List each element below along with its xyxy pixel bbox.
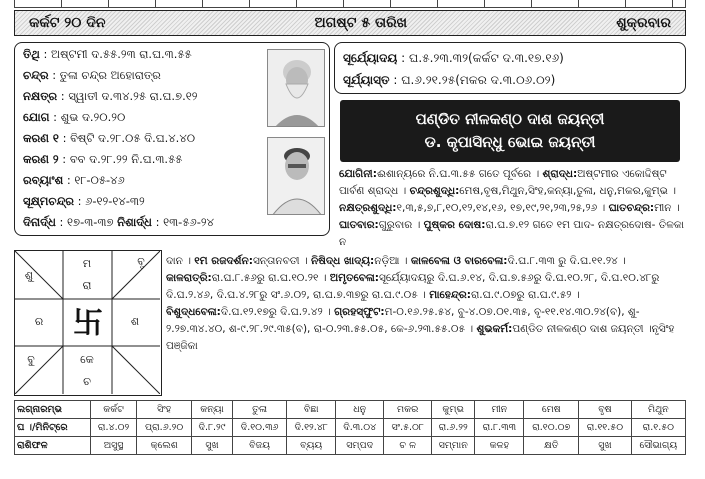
detail-label: ଘାତବାର: — [339, 219, 379, 231]
table-row — [15, 419, 686, 437]
table-cell: ସଂ.୫.୦୮ — [384, 419, 432, 437]
detail-item — [339, 202, 609, 214]
detail-text: ଦାନ । — [166, 255, 195, 267]
portrait-photo-2 — [267, 137, 325, 215]
detail-label: ଶ୍ରାଦ୍ଧ: — [542, 168, 578, 180]
table-cell: ରାଶିଫଳ — [15, 437, 91, 455]
table-cell: ଅସୁସ୍ଥ — [91, 437, 137, 455]
details-right — [339, 166, 687, 251]
table-cell: ଦି.୮.୨୯ — [192, 419, 233, 437]
detail-label: ନକ୍ଷତ୍ରଶୁଦ୍ଧି: — [339, 202, 397, 214]
detail-text: ପଣ୍ଡିତ ନୀଳକଣ୍ଠ ଦାଶ ଜୟନ୍ତୀ ।ନୃସିଂହ ପଞ୍ଜିକା — [166, 323, 675, 352]
panchang-box — [14, 42, 330, 236]
sunset-row: ସୂର୍ଯ୍ୟାସ୍ତ : ଘ.୬.୨୧.୨୫(ମକର ଦ.୩.୦୬.୦୨) — [343, 73, 556, 87]
detail-text: ନଡ଼ିଆ । — [374, 255, 411, 267]
detail-item — [411, 255, 626, 267]
table-cell: ସୁଖ — [192, 437, 233, 455]
detail-text: ଦି.ଘ.୮.୩୩ ରୁ ଦି.ଘ.୧୧.୨୪ । — [507, 255, 626, 267]
detail-text: ରା.ଘ.୮.୫୬ରୁ ରା.ଘ.୧୦.୨୧ । — [211, 272, 330, 284]
detail-label: ବିଶୁଦ୍ଧବେଳା: — [166, 306, 221, 318]
sunrise-row: ସୂର୍ଯ୍ୟୋଦୟ : ଘ.୫.୨୩.୩୨(କର୍କଟ ଦ.୩.୧୭.୧୬) — [343, 51, 564, 65]
table-cell: ବିଜୟ — [232, 437, 286, 455]
table-cell: ସିଂହ — [137, 401, 192, 419]
tithi-row: ତିଥି : ଅଷ୍ଟମୀ ଦ.୫୫.୨୩ ରା.ଘ.୩.୫୫ — [23, 47, 192, 61]
detail-label: ମାହେନ୍ଦ୍ର: — [429, 289, 471, 301]
detail-text: ଗୁରୁବାର । — [378, 219, 424, 231]
detail-text: ଅଷ୍ଟମୀର ଏକୋଦ୍ଦିଷ୍ଟ ପାର୍ବଣ ଶ୍ରାଦ୍ଧ । — [339, 168, 667, 197]
detail-label: କାଳରାତ୍ରି: — [166, 272, 212, 284]
table-cell: ରା.୬.୨୨ — [432, 419, 475, 437]
detail-item — [166, 255, 194, 267]
detail-text: ମୀନ । — [654, 202, 680, 214]
anniversary-banner — [340, 100, 680, 162]
table-cell: ଦି.୧୦.୩୬ — [232, 419, 286, 437]
table-cell: କନ୍ୟା — [192, 401, 233, 419]
house-right: ଶ — [130, 315, 140, 328]
detail-label: ଗ୍ରହସ୍ଫୁଟ: — [334, 306, 385, 318]
weekday: ଶୁକ୍ରବାର — [616, 15, 671, 31]
portrait-photo-1 — [267, 49, 325, 127]
table-cell: ଲଗ୍ନାରମ୍ଭ — [15, 401, 91, 419]
table-cell: ସମ୍ପଦ — [336, 437, 384, 455]
table-cell: ବ୍ୟୟ — [287, 437, 336, 455]
banner-line-2: ଡ. କୃପାସିନ୍ଧୁ ଭୋଇ ଜୟନ୍ତୀ — [424, 133, 596, 151]
table-cell: କର୍କଟ — [91, 401, 137, 419]
house-top: ମ — [82, 257, 92, 270]
table-cell: ଦି.୩.୦୪ — [336, 419, 384, 437]
detail-label: ଘାତଚନ୍ଦ୍ର: — [608, 202, 655, 214]
table-cell: ଚ ଳ — [384, 437, 432, 455]
yoga-row: ଯୋଗ : ଶୁଭ ଦ.୨୦.୨୦ — [23, 110, 126, 124]
table-cell: ରା.୪.୦୨ — [91, 419, 137, 437]
top-strip — [14, 0, 686, 8]
lagna-table — [14, 400, 686, 455]
detail-item — [339, 219, 424, 231]
detail-label: ୧ମ ରଜଦର୍ଶନ: — [194, 255, 253, 267]
detail-item — [410, 185, 676, 197]
table-cell: କୁମ୍ଭ — [432, 401, 475, 419]
table-cell: ବୃଷ — [579, 401, 632, 419]
table-cell: ତୁଳା — [232, 401, 286, 419]
detail-item — [194, 255, 311, 267]
detail-label: ପୁଷ୍କର ଦୋଷ: — [423, 219, 486, 231]
detail-text: ମ-୦.୧୬.୨୫.୫୪, ବୁ-୪.୦୭.୦୧.୩୫, ବୃ-୧୧.୧୪.୩୦.୨୪(ବ), ଶୁ- ୨.୨୭.୩୪.୪୦, ଶ-୯.୨୮.୨୯.୩୫(ବ), ରା-୦.୨୩.୫୫.୦୫, କେ-୬.୨୩.୫୫.୦୫ । — [166, 306, 640, 335]
detail-label: ଚନ୍ଦ୍ରଶୁଦ୍ଧି: — [409, 185, 460, 197]
details-bottom — [166, 253, 688, 355]
house-bottom-left: ବୁ — [27, 353, 35, 366]
table-cell: କଳହ — [475, 437, 524, 455]
ravyamsha-row: ରବ୍ୟାଂଶ : ୧୮-୦୫-୪୬ — [23, 173, 125, 187]
house-bottom-2: ଚ — [83, 375, 91, 388]
detail-item — [166, 272, 330, 284]
dinardha-row: ଦିନାର୍ଦ୍ଧ : ୧୭-୩-୩୭ ନିଶାର୍ଦ୍ଧ : ୧୩-୫୬-୨୪ — [23, 215, 214, 229]
detail-text: ମେଷ,ବୃଷ,ମିଥୁନ,ସିଂହ,କନ୍ୟା,ତୁଳା, ଧନୁ,ମକର,କୁମ୍ଭ । — [459, 185, 676, 197]
detail-item — [311, 255, 411, 267]
table-cell: ଘ ।/ମିନିଟ୍‌ରେ — [15, 419, 91, 437]
detail-label: ଶୁଭକର୍ମ: — [476, 323, 513, 335]
table-row — [15, 437, 686, 455]
detail-item — [429, 289, 579, 301]
table-cell: ମିଥୁନ — [631, 401, 685, 419]
detail-text: ରା.ଘ.୯.୦୭ରୁ ରା.ଘ.୯.୫୨ । — [470, 289, 580, 301]
house-bottom: କେ — [80, 353, 94, 366]
table-cell: ମକର — [384, 401, 432, 419]
table-cell: ପ୍ରା.୬.୨୦ — [137, 419, 192, 437]
karana1-row: କରଣ ୧ : ବିଷ୍ଟି ଦ.୨୮.୦୫ ଦି.ଘ.୪.୪୦ — [23, 131, 196, 145]
detail-item — [339, 168, 543, 180]
swastika-icon: 卐 — [73, 306, 103, 341]
sunrise-box — [334, 42, 686, 94]
table-cell: ଦି.୧୨.୪୮ — [287, 419, 336, 437]
chandra-row: ଚନ୍ଦ୍ର : ତୁଳା ଚନ୍ଦ୍ର ଅହୋରାତ୍ର — [23, 68, 161, 82]
detail-text: ଦି.ଘ.୧୨.୧୭ରୁ ଦି.ଘ.୨.୪୨ । — [220, 306, 335, 318]
house-top-left: ଶୁ — [24, 269, 34, 282]
detail-item — [166, 306, 334, 318]
table-cell: ସୁଖ — [579, 437, 632, 455]
table-cell: କ୍ଷତି — [524, 437, 579, 455]
table-cell: ରା.୧୧.୫୦ — [579, 419, 632, 437]
gregorian-date: ଅଗଷ୍ଟ ୫ ତାରିଖ — [314, 15, 408, 31]
nakshatra-row: ନକ୍ଷତ୍ର : ସ୍ୱାତୀ ଦ.୩୪.୨୫ ରା.ଘ.୭.୧୨ — [23, 89, 198, 103]
house-top-right: ବୃ — [137, 255, 145, 268]
sukshma-row: ସୂକ୍ଷ୍ମଚନ୍ଦ୍ର : ୬-୧୨-୧୪-୩୨ — [23, 194, 145, 208]
detail-text: ରା.ଘ.୭.୧୨ ଗତେ ୧ମ ପାଦ- ନକ୍ଷତ୍ରଦୋଷ- ତିଳକା ନ — [339, 219, 684, 248]
detail-label: ଅମୃତବେଳା: — [329, 272, 379, 284]
table-cell: ସୌଭାଗ୍ୟ — [631, 437, 685, 455]
table-cell: ରା.୮.୩୩ — [475, 419, 524, 437]
table-cell: ମେଷ — [524, 401, 579, 419]
detail-text: ୧,୩,୫,୭,୮,୧୦,୧୨,୧୪,୧୬, ୧୭,୧୯,୨୧,୨୩,୨୫,୨୬ । — [396, 202, 609, 214]
table-cell: କ୍ଲେଶ — [137, 437, 192, 455]
table-cell: ସମ୍ମାନ — [432, 437, 475, 455]
karana2-row: କରଣ ୨ : ବବ ଦ.୨୮.୨୨ ନି.ଘ.୩.୫୫ — [23, 152, 183, 166]
table-cell: ରା.୧୦.୦୭ — [524, 419, 579, 437]
table-cell: ମୀନ — [475, 401, 524, 419]
house-left: ର — [34, 315, 44, 328]
horoscope-chart — [14, 250, 162, 396]
detail-label: ନିଷିଦ୍ଧ ଖାଦ୍ୟ: — [310, 255, 375, 267]
detail-label: ଯୋଗିନୀ: — [339, 168, 377, 180]
detail-text: ଈଶାନ୍ୟରେ ନି.ଘ.୩.୫୫ ଗତେ ପୂର୍ବରେ । — [376, 168, 543, 180]
date-header — [14, 10, 686, 36]
table-cell: ବିଛା — [287, 401, 336, 419]
banner-line-1: ପଣ୍ଡିତ ନୀଳକଣ୍ଠ ଦାଶ ଜୟନ୍ତୀ — [415, 110, 605, 128]
detail-text: ସନ୍ତାନବତୀ । — [252, 255, 311, 267]
table-cell: ଧନୁ — [336, 401, 384, 419]
table-cell: ରା.୧.୫୦ — [631, 419, 685, 437]
house-top-2: ରା — [82, 279, 92, 292]
detail-label: କାଳବେଳା ଓ ବାରବେଳା: — [410, 255, 508, 267]
detail-text: ସୂର୍ଯ୍ୟୋଦୟରୁ ଦି.ଘ.୬.୧୪, ଦି.ଘ.୭.୫୬ରୁ ଦି.ଘ.୧୦.୨୮, ଦି.ଘ.୧୦.୪୮ରୁ ଦି.ଘ.୨.୪୬, ଦି.ଘ.୪.୨୮ରୁ ସଂ.୬.୦୨, ରା.ଘ.୭.୩୭ରୁ ରା.ଘ.୯.୦୫ । — [166, 272, 660, 301]
detail-item — [609, 202, 680, 214]
table-row — [15, 401, 686, 419]
solar-date: କର୍କଟ ୨୦ ଦିନ — [29, 15, 106, 31]
